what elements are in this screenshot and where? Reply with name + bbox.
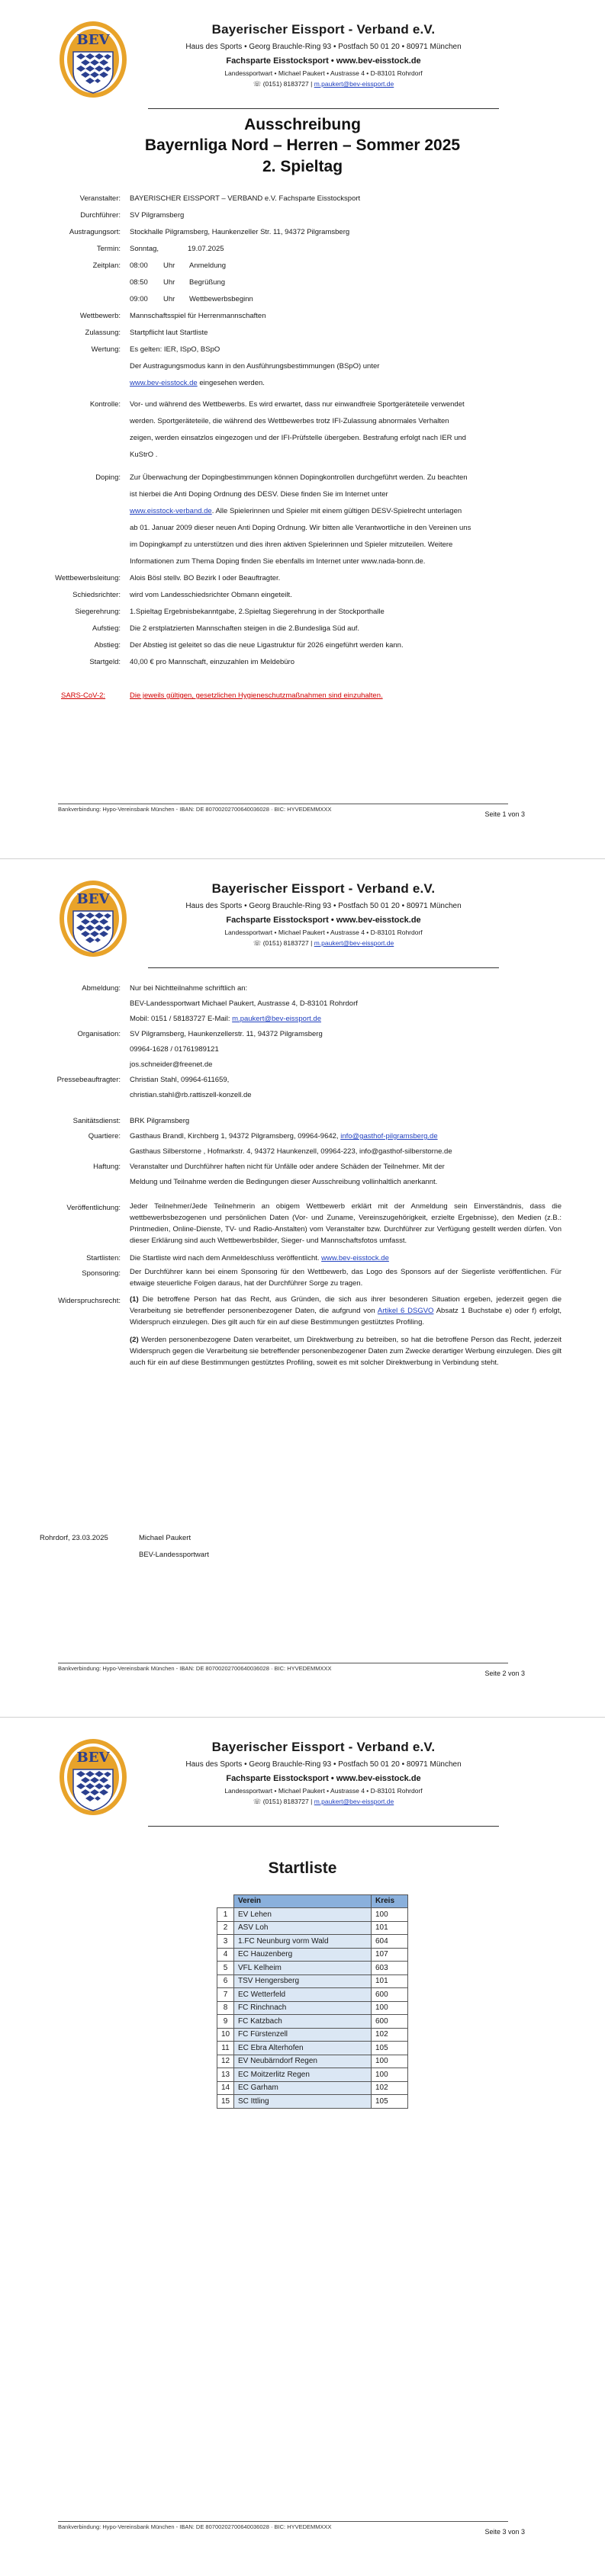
page-number: Seite 3 von 3: [484, 2528, 525, 2536]
field-termin: [27, 241, 562, 258]
field-label: Termin:: [96, 245, 121, 253]
row-verein: EC Wetterfeld: [234, 1988, 372, 2002]
table-row: [217, 2081, 408, 2095]
field-value: [130, 1073, 562, 1103]
row-number: 4: [217, 1948, 234, 1962]
table-header-row: [217, 1895, 408, 1908]
row-number: 13: [217, 2068, 234, 2082]
field-widerspruch: [27, 1294, 562, 1368]
doping-line: im Dopingkampf zu unterstützen und dies ihren aktiven Spielerinnen und Spieler mitzuteilen. Weitere: [130, 541, 453, 549]
zeitplan-item: [130, 274, 562, 291]
widerspruch-para-1: [130, 1294, 562, 1328]
org-address: Haus des Sports • Georg Brauchle-Ring 93 • Postfach 50 01 20 • 80971 München: [185, 1760, 462, 1769]
abmeldung-text: Mobil: 0151 / 58183727 E-Mail:: [130, 1015, 233, 1023]
document-title: [0, 114, 605, 177]
field-value: BAYERISCHER EISSPORT – VERBAND e.V. Fachsparte Eisstocksport: [130, 194, 361, 203]
startliste-title: Startliste: [268, 1859, 337, 1877]
field-aufstieg: [27, 621, 562, 637]
row-number: 8: [217, 2001, 234, 2015]
wertung-text: eingesehen werden.: [197, 379, 265, 387]
field-label: Siegerehrung:: [75, 608, 121, 616]
field-wettbewerbsleitung: [27, 570, 562, 587]
dept-line: Fachsparte Eisstocksport • www.bev-eisstock.de: [226, 56, 421, 66]
field-label: Startlisten:: [86, 1254, 121, 1262]
page-number: Seite 2 von 3: [484, 1670, 525, 1677]
footer-rule: [58, 2521, 508, 2522]
field-sanitaet: [27, 1114, 562, 1129]
field-value: SV Pilgramsberg: [130, 211, 185, 220]
field-value: [130, 981, 562, 1027]
row-kreis: 101: [372, 1921, 408, 1935]
field-value: [130, 396, 562, 464]
row-number: 6: [217, 1975, 234, 1988]
termin-date: 19.07.2025: [188, 245, 224, 253]
table-row: [217, 1988, 408, 2002]
presse-line: christian.stahl@rb.rattiszell-konzell.de: [130, 1091, 252, 1099]
field-value: Alois Bösl stellv. BO Bezirk I oder Beauftragter.: [130, 574, 281, 582]
row-kreis: 105: [372, 2042, 408, 2055]
field-value: [130, 241, 562, 258]
table-row: [217, 1975, 408, 1988]
zeitplan-list: [130, 258, 562, 308]
wertung-line: [130, 375, 562, 392]
organisation-line: SV Pilgramsberg, Haunkenzellerstr. 11, 94372 Pilgramsberg: [130, 1030, 323, 1038]
letterhead-text: [148, 881, 499, 948]
doping-line: Zur Überwachung der Dopingbestimmungen können Dopingkontrollen durchgeführt werden. Zu beachten: [130, 473, 468, 482]
page-footer: [58, 2521, 525, 2536]
field-label: Sponsoring:: [82, 1269, 121, 1278]
field-label: Abstieg:: [94, 641, 121, 650]
field-kontrolle: [27, 396, 562, 464]
field-veranstalter: [27, 191, 562, 207]
field-durchfuehrer: [27, 207, 562, 224]
email-link[interactable]: m.paukert@bev-eissport.de: [314, 79, 394, 88]
org-name: Bayerischer Eissport - Verband e.V.: [211, 1740, 436, 1754]
row-kreis: 100: [372, 2068, 408, 2082]
field-schiedsrichter: [27, 587, 562, 604]
row-verein: TSV Hengersberg: [234, 1975, 372, 1988]
field-wertung: [27, 342, 562, 392]
row-verein: ASV Loh: [234, 1921, 372, 1935]
field-value: Die 2 erstplatzierten Mannschaften steigen in die 2.Bundesliga Süd auf.: [130, 624, 360, 633]
phone: ☏ (0151) 8183727: [253, 1797, 309, 1805]
field-value: [130, 1027, 562, 1073]
bev-logo-icon: [56, 877, 130, 960]
organisation-line: jos.schneider@freenet.de: [130, 1060, 213, 1069]
field-siegerehrung: [27, 604, 562, 621]
field-value: [130, 470, 562, 570]
wertung-line: Es gelten: IER, ISpO, BSpO: [130, 345, 220, 354]
row-verein: EC Hauzenberg: [234, 1948, 372, 1962]
phone-email-line: ☏ (0151) 8183727 | m.paukert@bev-eissport.de: [253, 1797, 394, 1805]
title-line-3: 2. Spieltag: [262, 157, 343, 175]
table-row: [217, 1935, 408, 1949]
termin-day: Sonntag,: [130, 245, 159, 253]
field-value: wird vom Landesschiedsrichter Obmann eingeteilt.: [130, 591, 292, 599]
announcement-fields: [27, 191, 562, 704]
field-value: 1.Spieltag Ergebnisbekanntgabe, 2.Spieltag Siegerehrung in der Stockporthalle: [130, 608, 385, 616]
header-kreis: Kreis: [372, 1895, 408, 1908]
field-value: Der Durchführer kann bei einem Sponsoring für den Wettbewerb, das Logo des Sponsors auf der Siegerliste veröffentlichen. Für etwaige steuerliche Folgen daraus, hat der Durchführer Sorge zu tragen.: [130, 1268, 562, 1288]
field-value: [130, 1251, 562, 1266]
field-label: Abmeldung:: [82, 984, 121, 993]
field-label: Wettbewerb:: [79, 312, 121, 320]
letterhead: [49, 18, 556, 108]
table-row: [217, 2068, 408, 2082]
sched-time: 08:50: [130, 278, 148, 287]
dsgvo-link[interactable]: Artikel 6 DSGVO: [377, 1307, 434, 1315]
startlisten-text: Die Startliste wird nach dem Anmeldeschluss veröffentlicht.: [130, 1254, 322, 1262]
field-value: [130, 1294, 562, 1368]
startliste-table: [217, 1894, 408, 2109]
row-verein: FC Rinchnach: [234, 2001, 372, 2015]
field-abmeldung: [27, 981, 562, 1027]
abmeldung-line: BEV-Landessportwart Michael Paukert, Austrasse 4, D-83101 Rohrdorf: [130, 999, 358, 1008]
abmeldung-email-link[interactable]: m.paukert@bev-eissport.de: [232, 1015, 321, 1023]
field-austragungsort: [27, 224, 562, 241]
letterhead: [49, 877, 556, 967]
para-text: Werden personenbezogene Daten verarbeitet, um Direktwerbung zu betreiben, so hat die betroffene Person das Recht, jederzeit Widerspruch gegen die Verarbeitung sie betreffender personenbezogener Daten zum Zwecke derartiger Werbung einzulegen. Dies gilt auch für ein auf diese Bestimmungen gestütztes Profiling, soweit es mit solcher Direktwerbung in Verbindung steht.: [130, 1336, 562, 1367]
bev-logo-icon: [56, 1736, 130, 1818]
logo-text: BEV: [76, 32, 110, 48]
row-number: 15: [217, 2095, 234, 2109]
sched-unit: Uhr: [163, 278, 175, 287]
kontrolle-line: KuStrO .: [130, 451, 158, 459]
field-wettbewerb: [27, 308, 562, 325]
field-value: Stockhalle Pilgramsberg, Haunkenzeller Str. 11, 94372 Pilgramsberg: [130, 228, 350, 236]
zeitplan-item: [130, 291, 562, 308]
widerspruch-para-2: [130, 1334, 562, 1368]
table-row: [217, 2095, 408, 2109]
table-row: [217, 2001, 408, 2015]
row-number: 12: [217, 2055, 234, 2068]
row-verein: 1.FC Neunburg vorm Wald: [234, 1935, 372, 1949]
row-kreis: 100: [372, 2001, 408, 2015]
row-verein: EC Moitzerlitz Regen: [234, 2068, 372, 2082]
field-label: Organisation:: [77, 1030, 121, 1038]
para-number: (2): [130, 1336, 139, 1344]
letterhead: [49, 1736, 556, 1826]
page-2: [0, 858, 605, 1717]
field-label: Widerspruchsrecht:: [58, 1297, 121, 1305]
para-text: Die betroffene Person hat das Recht, aus Gründen, die sich aus ihrer besonderen Situation ergeben, jederzeit gegen die Verarbeitung sie betreffender personenbezogener Daten, die aufgrund von: [130, 1295, 562, 1315]
field-veroeffentlichung: [27, 1201, 562, 1246]
field-value: BRK Pilgramsberg: [130, 1117, 190, 1125]
row-kreis: 600: [372, 1988, 408, 2002]
row-number: 9: [217, 2015, 234, 2029]
sig-place-date: Rohrdorf, 23.03.2025: [40, 1534, 108, 1542]
sched-time: 09:00: [130, 295, 148, 303]
field-label: Haftung:: [93, 1163, 121, 1171]
field-label: Austragungsort:: [69, 228, 121, 236]
table-row: [217, 2055, 408, 2068]
field-value: Der Abstieg ist geleitet so das die neue Ligastruktur für 2026 eingeführt werden kann.: [130, 641, 404, 650]
row-kreis: 105: [372, 2095, 408, 2109]
kontrolle-line: Vor- und während des Wettbewerbs. Es wird erwartet, dass nur einwandfreie Sportgeräteteile verwendet: [130, 400, 465, 409]
field-zeitplan: [27, 258, 562, 308]
field-label: Kontrolle:: [89, 400, 121, 409]
bank-details: Bankverbindung: Hypo-Vereinsbank München - IBAN: DE 80700202700640036028 · BIC: HYVEDEMMXXX: [58, 2523, 332, 2530]
para-text: Absatz 1 Buchstabe e) oder f) erfolgt, Widerspruch einzulegen. Dies gilt auch für ein auf diese Bestimmungen gestütztes Profiling.: [130, 1307, 562, 1326]
bev-eisstock-link[interactable]: www.bev-eisstock.de: [130, 379, 198, 387]
zeitplan-item: [130, 258, 562, 274]
contact-line: Landessportwart • Michael Paukert • Austrasse 4 • D-83101 Rohrdorf: [224, 929, 423, 937]
header-verein: Verein: [234, 1895, 372, 1908]
table-row: [217, 1921, 408, 1935]
field-label: Zeitplan:: [92, 261, 121, 270]
row-number: 14: [217, 2081, 234, 2095]
abmeldung-line: Nur bei Nichtteilnahme schriftlich an:: [130, 984, 248, 993]
title-line-2: Bayernliga Nord – Herren – Sommer 2025: [144, 136, 461, 155]
quartiere-email-link[interactable]: info@gasthof-pilgramsberg.de: [340, 1132, 438, 1140]
sig-role: BEV-Landessportwart: [139, 1551, 209, 1559]
bev-logo-icon: [56, 18, 130, 101]
row-number: 11: [217, 2042, 234, 2055]
field-value: [130, 1160, 562, 1190]
kontrolle-line: werden. Sportgeräteteile, die während des Wettbewerbes trotz IFI-Zulassung abnormales Verhalten: [130, 417, 449, 425]
header-number: [217, 1895, 234, 1908]
table-row: [217, 1908, 408, 1922]
table-row: [217, 1962, 408, 1975]
field-value: [130, 1129, 562, 1160]
field-label: Aufstieg:: [92, 624, 121, 633]
quartiere-line: [130, 1129, 562, 1144]
field-abstieg: [27, 637, 562, 654]
field-startgeld: [27, 654, 562, 671]
row-kreis: 100: [372, 1908, 408, 1922]
doping-line: ab 01. Januar 2009 dieser neuen Anti Doping Ordnung. Wir bitten alle Verantwortliche in den Vereinen uns: [130, 524, 471, 532]
field-label: Doping:: [95, 473, 121, 482]
letterhead-rule: [148, 108, 499, 109]
org-address: Haus des Sports • Georg Brauchle-Ring 93 • Postfach 50 01 20 • 80971 München: [185, 901, 462, 910]
logo-text: BEV: [76, 1750, 110, 1766]
row-kreis: 101: [372, 1975, 408, 1988]
page-3: [0, 1717, 605, 2574]
title-line-1: Ausschreibung: [244, 116, 361, 133]
field-quartiere: [27, 1129, 562, 1160]
field-label: Wettbewerbsleitung:: [55, 574, 121, 582]
row-kreis: 100: [372, 2055, 408, 2068]
field-label: Quartiere:: [88, 1132, 121, 1140]
email-link[interactable]: m.paukert@bev-eissport.de: [314, 1797, 394, 1805]
field-label: SARS-CoV-2:: [61, 691, 106, 700]
doping-line: ist hierbei die Anti Doping Ordnung des DESV. Diese finden Sie im Internet unter: [130, 490, 388, 499]
organisation-line: 09964-1628 / 01761989121: [130, 1045, 219, 1054]
field-value: [130, 342, 562, 392]
table-row: [217, 2042, 408, 2055]
doping-line: [130, 503, 562, 520]
letterhead-rule: [148, 1826, 499, 1827]
sched-text: Wettbewerbsbeginn: [189, 295, 253, 303]
abmeldung-line: [130, 1012, 562, 1027]
field-sponsoring: [27, 1266, 562, 1289]
field-label: Wertung:: [91, 345, 121, 354]
eisstock-verband-link[interactable]: www.eisstock-verband.de: [130, 507, 212, 515]
field-value: Die jeweils gültigen, gesetzlichen Hygieneschutzmaßnahmen sind einzuhalten.: [130, 691, 383, 700]
sched-unit: Uhr: [163, 261, 175, 270]
field-sars: [27, 688, 562, 704]
row-verein: VFL Kelheim: [234, 1962, 372, 1975]
quartiere-text: Gasthaus Brandl, Kirchberg 1, 94372 Pilgramsberg, 09964-9642,: [130, 1132, 341, 1140]
field-doping: [27, 470, 562, 570]
row-kreis: 102: [372, 2081, 408, 2095]
row-number: 5: [217, 1962, 234, 1975]
row-verein: EV Lehen: [234, 1908, 372, 1922]
page-number: Seite 1 von 3: [484, 810, 525, 818]
table-row: [217, 2015, 408, 2029]
field-label: Veröffentlichung:: [66, 1204, 121, 1212]
kontrolle-line: zeigen, werden einsatzlos eingezogen und der IFI-Prüfstelle übergeben. Bestrafung erfolgt nach IER und: [130, 434, 466, 442]
announcement-fields-2: [27, 981, 562, 1368]
row-kreis: 102: [372, 2028, 408, 2042]
field-value: Jeder Teilnehmer/Jede Teilnehmerin an obigem Wettbewerb erklärt mit der Anmeldung sein Einverständnis, dass die wettbewerbsbezogenen und persönlichen Daten (Vor- und Zuname, Vereinszugehörigkeit, erzielte Ergebnisse), den Medien (z.B.: Printmedien, Online-Dienste, TV- und Radio-Anstalten) vom Veranstalter bzw. Durchführer zur Verfügung gestellt werden dürfen. Von dieser Erklärung sind auch Wettbewerbsbilder, Sieger- und Mannschaftsfotos umfasst.: [130, 1202, 562, 1245]
sched-time: 08:00: [130, 261, 148, 270]
quartiere-line: Gasthaus Silberstorne , Hofmarkstr. 4, 94372 Haunkenzell, 09964-223, info@gasthof-silberstorne.de: [130, 1147, 452, 1156]
org-name: Bayerischer Eissport - Verband e.V.: [211, 881, 436, 896]
startlisten-link[interactable]: www.bev-eisstock.de: [321, 1254, 389, 1262]
page-footer: [58, 1663, 525, 1677]
field-label: Durchführer:: [80, 211, 121, 220]
phone: ☏ (0151) 8183727: [253, 79, 309, 88]
field-label: Zulassung:: [85, 329, 121, 337]
doping-line: Informationen zum Thema Doping finden Sie ebenfalls im Internet unter www.nada-bonn.de.: [130, 557, 426, 566]
wertung-line: Der Austragungsmodus kann in den Ausführungsbestimmungen (BSpO) unter: [130, 362, 380, 371]
field-organisation: [27, 1027, 562, 1073]
dept-line: Fachsparte Eisstocksport • www.bev-eisstock.de: [226, 916, 421, 925]
letterhead-rule: [148, 967, 499, 968]
row-verein: EV Neubärndorf Regen: [234, 2055, 372, 2068]
presse-line: Christian Stahl, 09964-611659,: [130, 1076, 230, 1084]
sched-text: Anmeldung: [189, 261, 227, 270]
bank-details: Bankverbindung: Hypo-Vereinsbank München - IBAN: DE 80700202700640036028 · BIC: HYVEDEMMXXX: [58, 1665, 332, 1672]
row-kreis: 600: [372, 2015, 408, 2029]
haftung-line: Meldung und Teilnahme werden die Bedingungen dieser Ausschreibung vollinhaltlich anerkannt.: [130, 1178, 438, 1186]
field-label: Sanitätsdienst:: [72, 1117, 121, 1125]
field-zulassung: [27, 325, 562, 342]
field-haftung: [27, 1160, 562, 1190]
logo-text: BEV: [76, 891, 110, 907]
field-startlisten: [27, 1251, 562, 1266]
dept-line: Fachsparte Eisstocksport • www.bev-eisstock.de: [226, 1774, 421, 1784]
row-verein: EC Garham: [234, 2081, 372, 2095]
sched-unit: Uhr: [163, 295, 175, 303]
field-presse: [27, 1073, 562, 1103]
phone-email-line: ☏ (0151) 8183727 | m.paukert@bev-eissport.de: [253, 938, 394, 947]
org-address: Haus des Sports • Georg Brauchle-Ring 93 • Postfach 50 01 20 • 80971 München: [185, 42, 462, 51]
row-number: 7: [217, 1988, 234, 2002]
page-footer: [58, 804, 525, 818]
field-label: Schiedsrichter:: [72, 591, 121, 599]
sig-name: Michael Paukert: [139, 1534, 191, 1542]
row-kreis: 603: [372, 1962, 408, 1975]
row-verein: EC Ebra Alterhofen: [234, 2042, 372, 2055]
contact-line: Landessportwart • Michael Paukert • Austrasse 4 • D-83101 Rohrdorf: [224, 69, 423, 78]
row-verein: FC Fürstenzell: [234, 2028, 372, 2042]
row-number: 1: [217, 1908, 234, 1922]
row-number: 2: [217, 1921, 234, 1935]
signature-block: [40, 1530, 209, 1564]
field-label: Startgeld:: [89, 658, 121, 666]
field-value: Mannschaftsspiel für Herrenmannschaften: [130, 312, 266, 320]
row-kreis: 107: [372, 1948, 408, 1962]
letterhead-text: [148, 1739, 499, 1806]
row-kreis: 604: [372, 1935, 408, 1949]
table-row: [217, 1948, 408, 1962]
phone-email-line: ☏ (0151) 8183727 | m.paukert@bev-eissport.de: [253, 79, 394, 88]
row-verein: SC Ittling: [234, 2095, 372, 2109]
page-1: [0, 0, 605, 858]
table-row: [217, 2028, 408, 2042]
field-label: Veranstalter:: [79, 194, 121, 203]
sched-text: Begrüßung: [189, 278, 226, 287]
row-verein: FC Katzbach: [234, 2015, 372, 2029]
field-value: Startpflicht laut Startliste: [130, 329, 208, 337]
row-number: 10: [217, 2028, 234, 2042]
row-number: 3: [217, 1935, 234, 1949]
doping-text: . Alle Spielerinnen und Spieler mit einem gültigen DESV-Spielrecht unterlagen: [211, 507, 462, 515]
contact-line: Landessportwart • Michael Paukert • Austrasse 4 • D-83101 Rohrdorf: [224, 1787, 423, 1795]
field-label: Pressebeauftragter:: [56, 1076, 121, 1084]
field-value: 40,00 € pro Mannschaft, einzuzahlen im Meldebüro: [130, 658, 294, 666]
para-number: (1): [130, 1295, 139, 1304]
phone: ☏ (0151) 8183727: [253, 938, 309, 947]
org-name: Bayerischer Eissport - Verband e.V.: [211, 22, 436, 37]
letterhead-text: [148, 21, 499, 88]
haftung-line: Veranstalter und Durchführer haften nicht für Unfälle oder andere Schäden der Teilnehmer. Mit der: [130, 1163, 445, 1171]
bank-details: Bankverbindung: Hypo-Vereinsbank München - IBAN: DE 80700202700640036028 · BIC: HYVEDEMMXXX: [58, 806, 332, 813]
email-link[interactable]: m.paukert@bev-eissport.de: [314, 938, 394, 947]
